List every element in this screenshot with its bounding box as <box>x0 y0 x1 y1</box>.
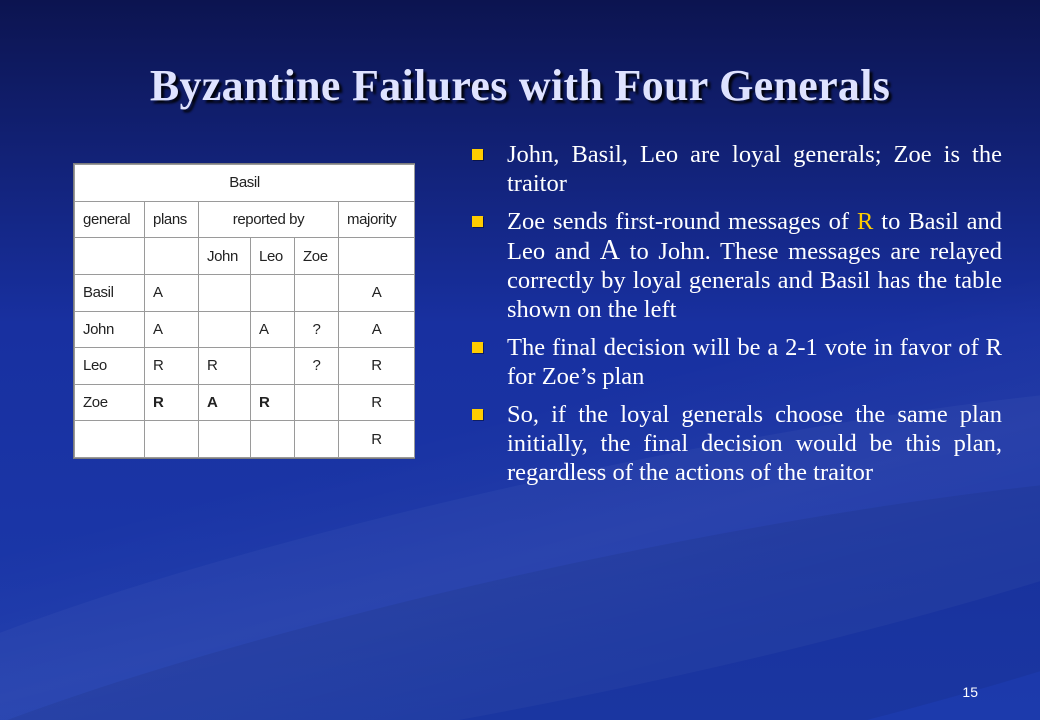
table-title: Basil <box>75 165 415 202</box>
bullet-text: Zoe sends first-round messages of <box>507 208 858 235</box>
bullet-text: The final decision will be a 2-1 vote in favor of R for Zoe’s plan <box>507 334 1002 390</box>
row-plan: A <box>145 311 199 348</box>
bullet-item <box>470 400 1002 487</box>
row-john <box>199 311 251 348</box>
bullet-text: So, if the loyal generals choose the same plan initially, the final decision would be this plan, regardless of the actions of the traitor <box>507 401 1002 486</box>
square-bullet-icon <box>472 342 483 353</box>
row-plan: R <box>145 384 199 421</box>
header-plans: plans <box>145 201 199 238</box>
row-zoe <box>295 274 339 311</box>
row-leo: A <box>251 311 295 348</box>
row-general <box>75 421 145 458</box>
row-leo <box>251 274 295 311</box>
table-subheader-row <box>75 238 415 275</box>
row-general: Leo <box>75 348 145 385</box>
table-row <box>75 274 415 311</box>
square-bullet-icon <box>472 409 483 420</box>
row-john: A <box>199 384 251 421</box>
table-row <box>75 348 415 385</box>
row-leo: R <box>251 384 295 421</box>
row-zoe: ? <box>295 348 339 385</box>
header-general: general <box>75 201 145 238</box>
row-leo <box>251 421 295 458</box>
square-bullet-icon <box>472 216 483 227</box>
basil-table-grid <box>74 164 415 458</box>
table-title-row <box>75 165 415 202</box>
square-bullet-icon <box>472 149 483 160</box>
row-majority: A <box>339 311 415 348</box>
page-number: 15 <box>962 684 978 700</box>
slide-title: Byzantine Failures with Four Generals <box>149 61 891 110</box>
basil-table <box>73 163 415 459</box>
row-zoe: ? <box>295 311 339 348</box>
row-john: R <box>199 348 251 385</box>
bullet-item <box>470 333 1002 391</box>
subheader-john: John <box>199 238 251 275</box>
table-header-row <box>75 201 415 238</box>
row-majority: A <box>339 274 415 311</box>
row-zoe <box>295 421 339 458</box>
row-plan: A <box>145 274 199 311</box>
bullet-text: John, Basil, Leo are loyal generals; Zoe is the traitor <box>507 141 1002 197</box>
table-row <box>75 384 415 421</box>
row-general: Basil <box>75 274 145 311</box>
row-plan <box>145 421 199 458</box>
row-leo <box>251 348 295 385</box>
bullet-text: to Basil and Leo and <box>507 208 1003 265</box>
bullet-text: to John. These messages are relayed correctly by loyal generals and Basil has the table shown on the left <box>507 238 1002 323</box>
table-cell <box>339 238 415 275</box>
table-cell <box>75 238 145 275</box>
table-cell <box>145 238 199 275</box>
header-reported-by: reported by <box>199 201 339 238</box>
header-majority: majority <box>339 201 415 238</box>
row-john <box>199 274 251 311</box>
row-general: Zoe <box>75 384 145 421</box>
row-general: John <box>75 311 145 348</box>
highlight-a: A <box>599 235 621 266</box>
bullet-list <box>470 140 1002 496</box>
subheader-leo: Leo <box>251 238 295 275</box>
table-row <box>75 311 415 348</box>
subheader-zoe: Zoe <box>295 238 339 275</box>
row-majority: R <box>339 348 415 385</box>
bullet-item <box>470 207 1002 324</box>
table-row <box>75 421 415 458</box>
bullet-item <box>470 140 1002 198</box>
row-plan: R <box>145 348 199 385</box>
row-john <box>199 421 251 458</box>
highlight-r: R <box>857 208 874 235</box>
row-majority: R <box>339 384 415 421</box>
row-zoe <box>295 384 339 421</box>
row-majority: R <box>339 421 415 458</box>
